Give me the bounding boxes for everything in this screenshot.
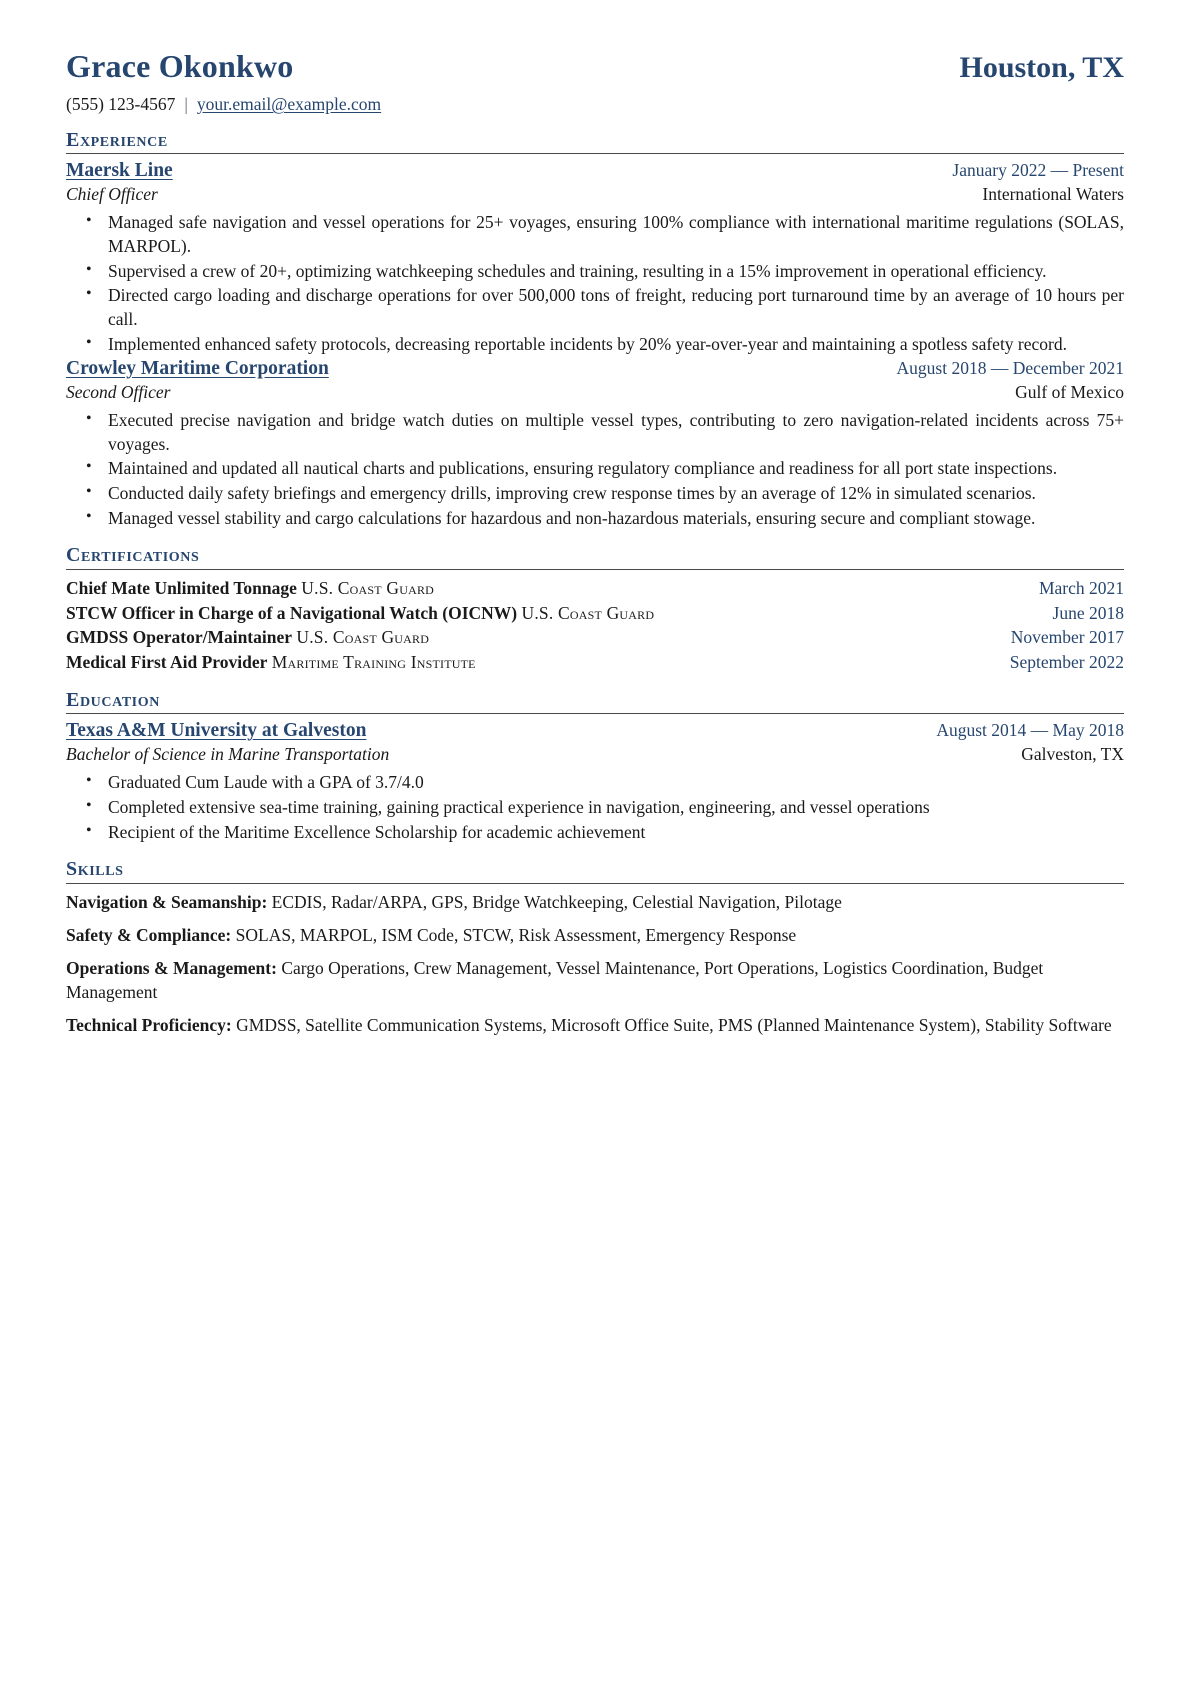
certification-text	[66, 601, 654, 626]
section-title-experience: Experience	[66, 129, 168, 151]
employment-dates: January 2022 — Present	[952, 160, 1124, 181]
skill-category: Safety & Compliance:	[66, 924, 232, 945]
section-title-certifications: Certifications	[66, 544, 200, 567]
school-name[interactable]: Texas A&M University at Galveston	[66, 720, 367, 742]
certification-row	[66, 601, 1124, 626]
experience-entry	[66, 160, 1124, 356]
certification-name: Medical First Aid Provider	[66, 652, 268, 673]
skill-items: GMDSS, Satellite Communication Systems, Microsoft Office Suite, PMS (Planned Maintenance System), Stability Software	[236, 1015, 1112, 1036]
certification-row	[66, 625, 1124, 650]
certification-date: June 2018	[1052, 602, 1124, 623]
skill-items: SOLAS, MARPOL, ISM Code, STCW, Risk Assessment, Emergency Response	[235, 924, 797, 945]
contact-line	[66, 94, 1124, 115]
certification-date: March 2021	[1038, 577, 1124, 598]
section-skills	[66, 858, 1124, 1037]
entry-header-row	[66, 720, 1124, 742]
list-item: • Conducted daily safety briefings and emergency drills, improving crew response times by an average of 12% in simulated scenarios.	[96, 482, 1124, 506]
education-bullet-list	[66, 771, 1124, 844]
skill-items: Cargo Operations, Crew Management, Vessel Maintenance, Port Operations, Logistics Coordination, Budget Management	[66, 957, 1044, 1003]
section-experience	[66, 129, 1124, 530]
list-item: • Directed cargo loading and discharge operations for over 500,000 tons of freight, reducing port turnaround time by an average of 10 hours per call.	[96, 284, 1124, 331]
employer-name[interactable]: Maersk Line	[66, 160, 173, 182]
certification-issuer: Maritime Training Institute	[271, 652, 476, 673]
skill-row	[66, 923, 1124, 947]
skill-category: Technical Proficiency:	[66, 1015, 232, 1036]
experience-entry	[66, 358, 1124, 530]
certification-name: STCW Officer in Charge of a Navigational Watch (OICNW)	[66, 602, 518, 623]
section-title-education: Education	[66, 689, 160, 712]
certification-text	[66, 650, 476, 675]
skill-category: Operations & Management:	[66, 957, 277, 978]
certification-name: GMDSS Operator/Maintainer	[66, 627, 293, 648]
section-rule	[66, 713, 1124, 714]
experience-bullet-list	[66, 409, 1124, 530]
section-rule	[66, 153, 1124, 154]
skill-row	[66, 1013, 1124, 1037]
certification-issuer: U.S. Coast Guard	[301, 577, 435, 598]
contact-separator: |	[184, 94, 188, 114]
certification-issuer: U.S. Coast Guard	[521, 602, 655, 623]
degree-name: Bachelor of Science in Marine Transportation	[66, 744, 390, 765]
job-location: Gulf of Mexico	[1015, 382, 1124, 403]
entry-subheader-row	[66, 184, 1124, 205]
school-location: Galveston, TX	[1021, 744, 1124, 765]
employment-dates: August 2018 — December 2021	[896, 358, 1124, 379]
list-item: • Managed safe navigation and vessel operations for 25+ voyages, ensuring 100% compliance with international maritime regulations (SOLAS, MARPOL).	[96, 211, 1124, 258]
employer-name[interactable]: Crowley Maritime Corporation	[66, 358, 329, 380]
entry-header-row	[66, 358, 1124, 380]
section-title-skills: Skills	[66, 858, 124, 881]
skill-items: ECDIS, Radar/ARPA, GPS, Bridge Watchkeeping, Celestial Navigation, Pilotage	[271, 891, 842, 912]
job-location: International Waters	[982, 184, 1124, 205]
email-link[interactable]: your.email@example.com	[196, 94, 382, 114]
list-item: • Managed vessel stability and cargo calculations for hazardous and non-hazardous materials, ensuring secure and compliant stowage.	[96, 507, 1124, 531]
certification-row	[66, 576, 1124, 601]
certification-date: November 2017	[1010, 627, 1124, 648]
certification-text	[66, 625, 429, 650]
job-title: Second Officer	[66, 382, 171, 403]
entry-subheader-row	[66, 744, 1124, 765]
experience-bullet-list	[66, 211, 1124, 356]
section-education	[66, 689, 1124, 844]
education-entry	[66, 720, 1124, 844]
section-rule	[66, 569, 1124, 570]
certification-row	[66, 650, 1124, 675]
phone-number: (555) 123-4567	[66, 94, 176, 114]
skill-category: Navigation & Seamanship:	[66, 891, 268, 912]
candidate-name: Grace Okonkwo	[66, 48, 294, 84]
certification-date: September 2022	[1009, 652, 1124, 673]
entry-header-row	[66, 160, 1124, 182]
entry-subheader-row	[66, 382, 1124, 403]
resume-header	[66, 48, 1124, 85]
list-item: • Implemented enhanced safety protocols, decreasing reportable incidents by 20% year-over-year and maintaining a spotless safety record.	[96, 333, 1124, 357]
certification-issuer: U.S. Coast Guard	[296, 627, 430, 648]
candidate-location: Houston, TX	[959, 51, 1124, 84]
list-item: • Graduated Cum Laude with a GPA of 3.7/4.0	[96, 771, 1124, 795]
skill-row	[66, 956, 1124, 1004]
skill-row	[66, 890, 1124, 914]
section-certifications	[66, 544, 1124, 675]
section-rule	[66, 883, 1124, 884]
list-item: • Recipient of the Maritime Excellence Scholarship for academic achievement	[96, 821, 1124, 845]
list-item: • Maintained and updated all nautical charts and publications, ensuring regulatory compliance and readiness for all port state inspections.	[96, 457, 1124, 481]
list-item: • Completed extensive sea-time training, gaining practical experience in navigation, engineering, and vessel operations	[96, 796, 1124, 820]
list-item: • Executed precise navigation and bridge watch duties on multiple vessel types, contributing to zero navigation-related incidents across 75+ voyages.	[96, 409, 1124, 456]
certification-name: Chief Mate Unlimited Tonnage	[66, 577, 297, 598]
job-title: Chief Officer	[66, 184, 158, 205]
list-item: • Supervised a crew of 20+, optimizing watchkeeping schedules and training, resulting in a 15% improvement in operational efficiency.	[96, 260, 1124, 284]
certification-text	[66, 576, 434, 601]
education-dates: August 2014 — May 2018	[936, 720, 1124, 741]
